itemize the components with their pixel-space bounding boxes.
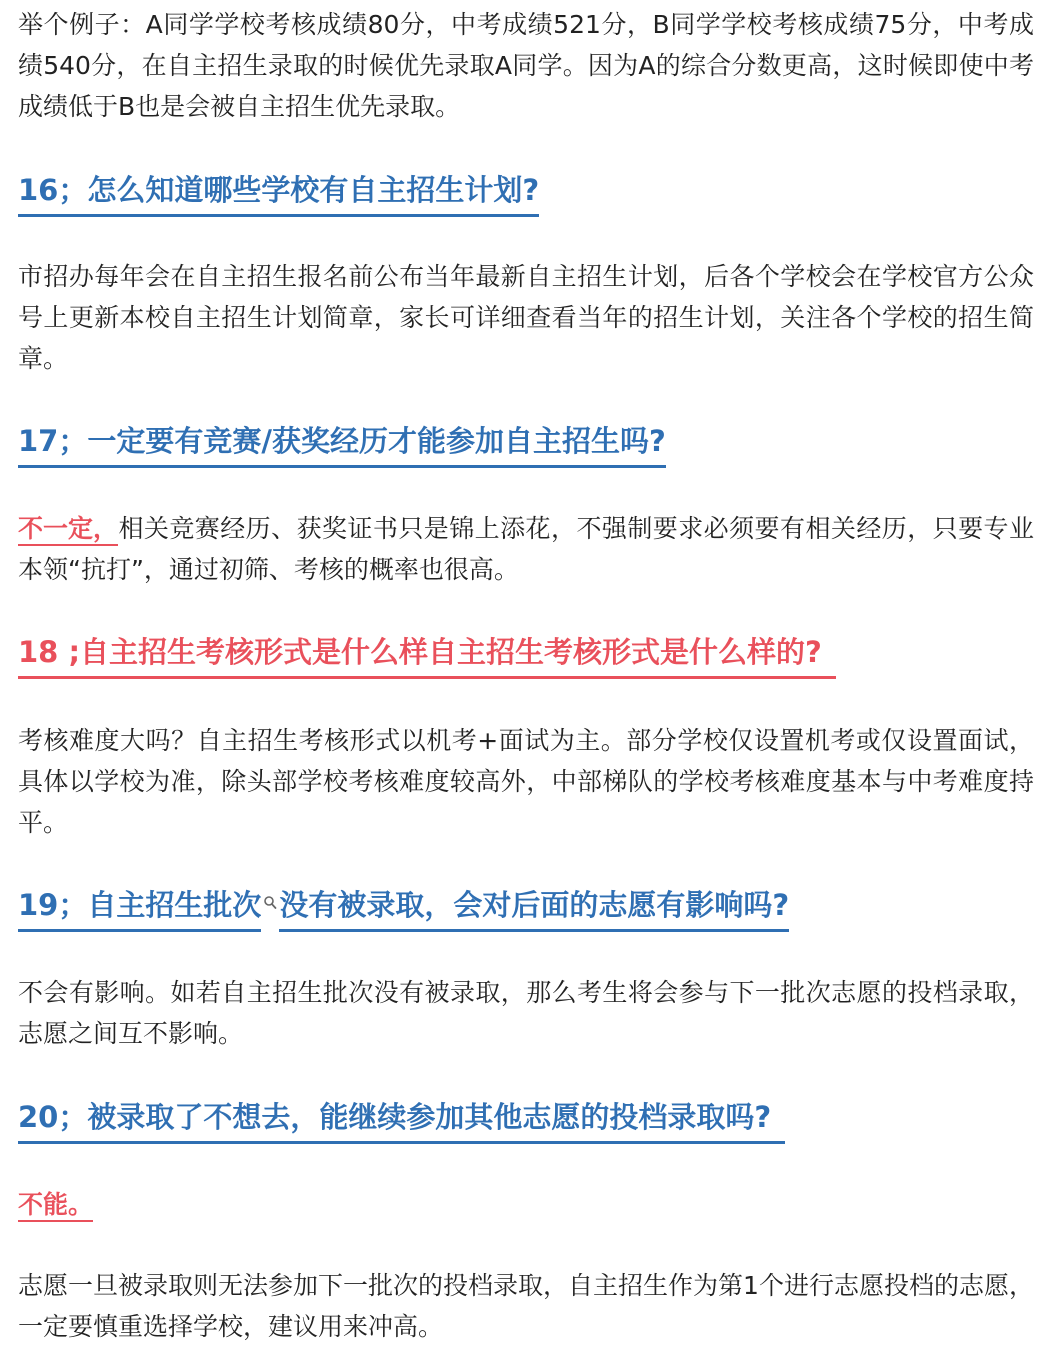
question-20-heading-text: 20；被录取了不想去，能继续参加其他志愿的投档录取吗? [18,1097,785,1144]
question-17-answer-lead: 不一定， [18,514,118,546]
question-20-answer-lead: 不能。 [18,1190,93,1222]
question-20-heading [18,1097,785,1144]
question-20-answer: 志愿一旦被录取则无法参加下一批次的投档录取，自主招生作为第1个进行志愿投档的志愿，一定要慎重选择学校，建议用来冲高。 [18,1271,1034,1341]
question-19-heading [18,885,789,932]
question-16-answer: 市招办每年会在自主招生报名前公布当年最新自主招生计划，后各个学校会在学校官方公众号上更新本校自主招生计划简章，家长可详细查看当年的招生计划，关注各个学校的招生简章。 [18,262,1034,373]
question-17-answer-text: 相关竞赛经历、获奖证书只是锦上添花，不强制要求必须要有相关经历，只要专业本领“抗打”，通过初筛、考核的概率也很高。 [18,514,1034,584]
question-19-heading-part2: 没有被录取，会对后面的志愿有影响吗? [279,885,789,932]
question-16-heading [18,170,539,217]
question-18-heading [18,632,836,679]
question-17-heading-text: 17；一定要有竞赛/获奖经历才能参加自主招生吗? [18,421,666,468]
question-17-heading [18,421,666,468]
question-17-answer [18,508,1034,590]
question-19-heading-part1: 19；自主招生批次 [18,885,261,932]
question-16-heading-text: 16；怎么知道哪些学校有自主招生计划? [18,170,539,217]
question-20-answer-lead-line [18,1184,1034,1225]
intro-paragraph: 举个例子：A同学学校考核成绩80分，中考成绩521分，B同学学校考核成绩75分，中考成绩540分，在自主招生录取的时候优先录取A同学。因为A的综合分数更高，这时候即使中考成绩低于B也是会被自主招生优先录取。 [18,10,1034,121]
question-19-answer: 不会有影响。如若自主招生批次没有被录取，那么考生将会参与下一批次志愿的投档录取，志愿之间互不影响。 [18,978,1034,1048]
question-18-answer: 考核难度大吗？自主招生考核形式以机考+面试为主。部分学校仅设置机考或仅设置面试，具体以学校为准，除头部学校考核难度较高外，中部梯队的学校考核难度基本与中考难度持平。 [18,726,1034,837]
search-icon[interactable] [263,881,277,897]
question-18-heading-text: 18 ;自主招生考核形式是什么样自主招生考核形式是什么样的? [18,632,836,679]
